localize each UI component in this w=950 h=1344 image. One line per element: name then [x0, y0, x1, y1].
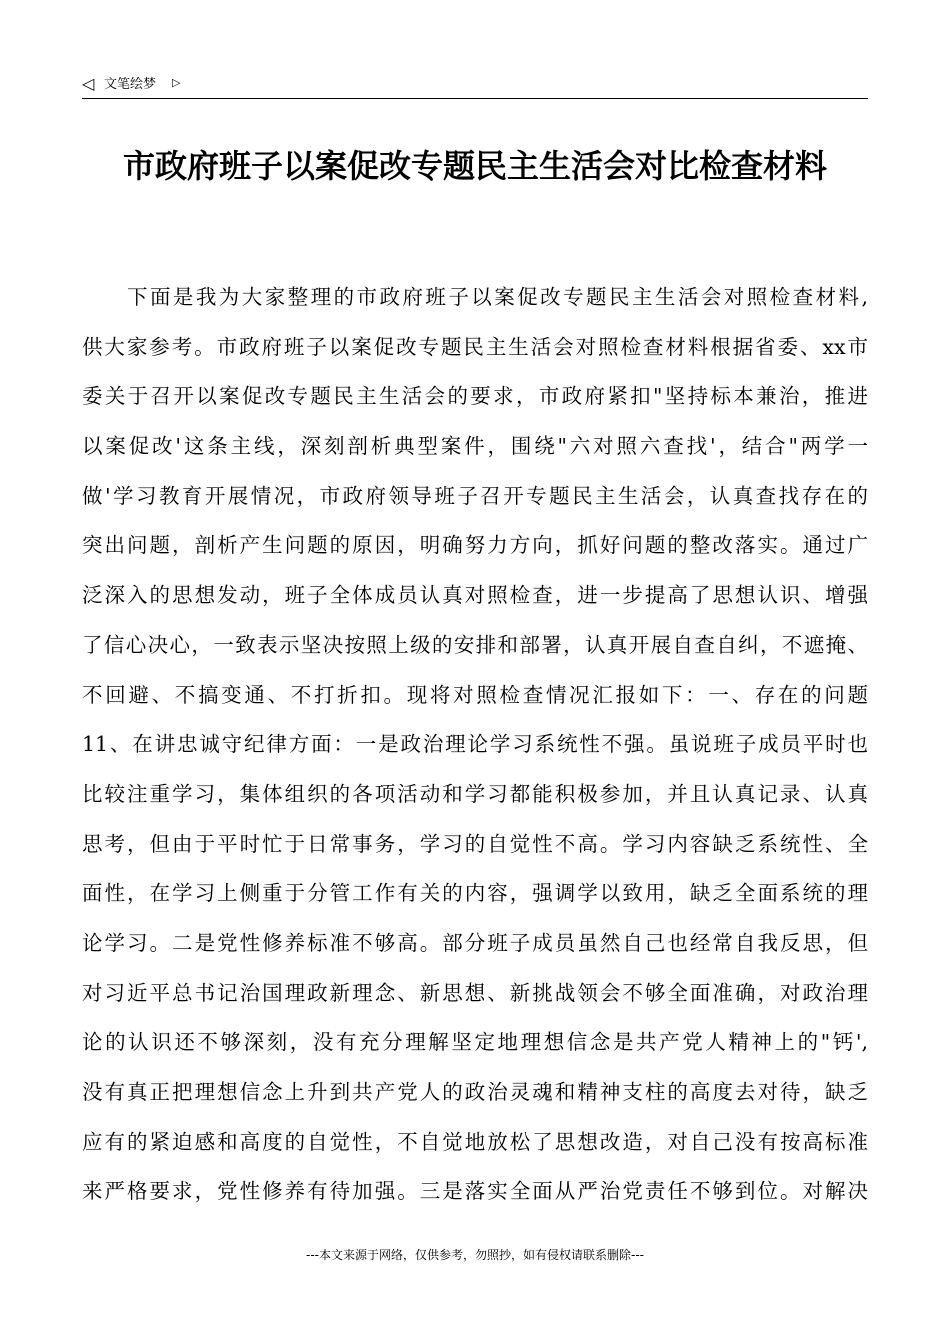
header-text: 文笔绘梦 — [104, 77, 157, 92]
body-line: 以案促改'这条主线，深刻剖析典型案件，围绕"六对照六查找'，结合"两学一 — [82, 434, 868, 459]
triangle-right-icon: ▷ — [172, 76, 181, 89]
body-line: 面性，在学习上侧重于分管工作有关的内容，强调学以致用，缺乏全面系统的理 — [82, 881, 868, 906]
body-line: 泛深入的思想发动，班子全体成员认真对照检查，进一步提高了思想认识、增强 — [82, 583, 868, 608]
body-line: 比较注重学习，集体组织的各项活动和学习都能积极参加，并且认真记录、认真 — [82, 781, 868, 806]
body-line: 应有的紧迫感和高度的自觉性，不自觉地放松了思想改造，对自己没有按高标准 — [82, 1129, 868, 1154]
body-line: 没有真正把理想信念上升到共产党人的政治灵魂和精神支柱的高度去对待，缺乏 — [82, 1080, 868, 1104]
body-line: 对习近平总书记治国理政新理念、新思想、新挑战领会不够全面准确，对政治理 — [82, 980, 868, 1005]
body-text — [82, 282, 868, 1226]
body-line: 突出问题，剖析产生问题的原因，明确努力方向，抓好问题的整改落实。通过广 — [82, 533, 868, 558]
document-title: 市政府班子以案促改专题民主生活会对比检查材料 — [122, 147, 827, 185]
body-line: 做'学习教育开展情况，市政府领导班子召开专题民主生活会，认真查找存在的 — [82, 483, 868, 508]
body-line: 不回避、不搞变通、不打折扣。现将对照检查情况汇报如下：一、存在的问题 — [82, 682, 868, 707]
body-line: 论学习。二是党性修养标准不够高。部分班子成员虽然自己也经常自我反思，但 — [82, 930, 868, 955]
body-line: 下面是我为大家整理的市政府班子以案促改专题民主生活会对照检查材料, — [127, 285, 868, 309]
page-footer: ---本文来源于网络，仅供参考，勿照抄，如有侵权请联系删除--- — [306, 1248, 644, 1262]
body-line: 思考，但由于平时忙于日常事务，学习的自觉性不高。学习内容缺乏系统性、全 — [82, 831, 868, 856]
page-header — [82, 74, 868, 99]
body-line: 委关于召开以案促改专题民主生活会的要求，市政府紧扣"坚持标本兼治，推进 — [82, 384, 868, 409]
body-line: 了信心决心，一致表示坚决按照上级的安排和部署，认真开展自查自纠，不遮掩、 — [82, 632, 868, 657]
body-line: 供大家参考。市政府班子以案促改专题民主生活会对照检查材料根据省委、xx市 — [82, 334, 868, 359]
body-line: 11、在讲忠诚守纪律方面：一是政治理论学习系统性不强。虽说班子成员平时也 — [82, 732, 868, 757]
body-line: 论的认识还不够深刻，没有充分理解坚定地理想信念是共产党人精神上的"钙', — [82, 1030, 868, 1055]
triangle-left-icon: ◁ — [82, 74, 95, 93]
body-line: 来严格要求，党性修养有待加强。三是落实全面从严治党责任不够到位。对解决 — [82, 1179, 868, 1204]
